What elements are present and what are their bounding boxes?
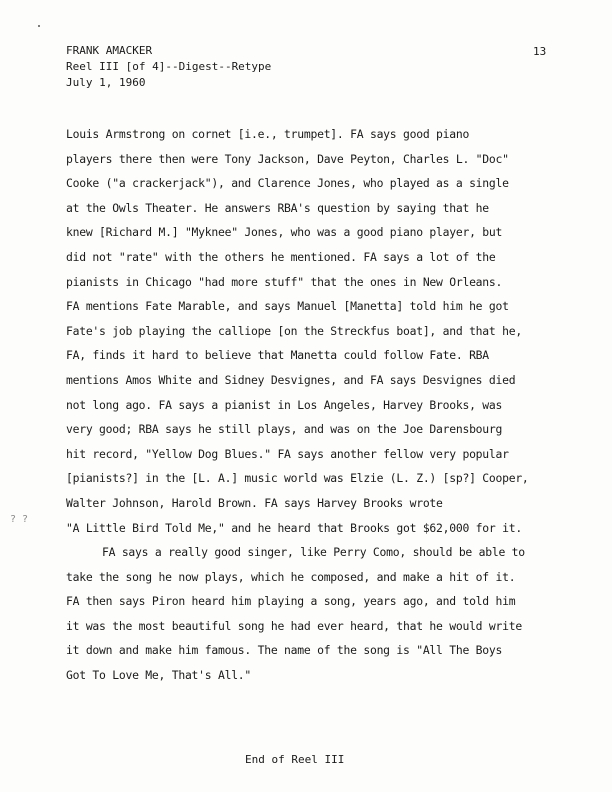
- text-line: FA mentions Fate Marable, and says Manuel [Manetta] told him he got: [66, 299, 509, 314]
- text-line: Fate's job playing the calliope [on the Streckfus boat], and that he,: [66, 323, 522, 338]
- text-line: Got To Love Me, That's All.": [66, 668, 252, 683]
- interviewee-name: FRANK AMACKER: [66, 44, 153, 57]
- text-line: players there then were Tony Jackson, Dave Peyton, Charles L. "Doc": [66, 151, 509, 166]
- text-line: mentions Amos White and Sidney Desvignes, and FA says Desvignes died: [66, 372, 516, 387]
- text-line: hit record, "Yellow Dog Blues." FA says another fellow very popular: [66, 446, 509, 461]
- text-line: FA, finds it hard to believe that Manetta could follow Fate. RBA: [66, 348, 489, 363]
- scan-speck: [38, 25, 40, 27]
- text-line: Cooke ("a crackerjack"), and Clarence Jones, who played as a single: [66, 176, 509, 191]
- margin-mark: ? ?: [10, 514, 29, 525]
- text-line: "A Little Bird Told Me," and he heard that Brooks got $62,000 for it.: [66, 520, 522, 535]
- interview-date: July 1, 1960: [66, 76, 146, 89]
- text-line: Walter Johnson, Harold Brown. FA says Harvey Brooks wrote: [66, 495, 443, 510]
- text-line: did not "rate" with the others he mentioned. FA says a lot of the: [66, 249, 496, 264]
- document-header: [66, 43, 271, 91]
- text-line: it down and make him famous. The name of the song is "All The Boys: [66, 643, 503, 658]
- reel-info: Reel III [of 4]--Digest--Retype: [66, 60, 272, 73]
- text-line: not long ago. FA says a pianist in Los Angeles, Harvey Brooks, was: [66, 397, 503, 412]
- text-line: Louis Armstrong on cornet [i.e., trumpet]. FA says good piano: [66, 127, 470, 141]
- paragraph-2: [66, 540, 581, 688]
- transcript-body: [66, 122, 581, 688]
- text-line: take the song he now plays, which he composed, and make a hit of it.: [66, 569, 516, 584]
- text-line: at the Owls Theater. He answers RBA's question by saying that he: [66, 200, 489, 215]
- page-number: 13: [533, 45, 547, 58]
- text-line: knew [Richard M.] "Myknee" Jones, who was a good piano player, but: [66, 225, 503, 240]
- text-line: pianists in Chicago "had more stuff" that the ones in New Orleans.: [66, 274, 503, 289]
- text-line: FA then says Piron heard him playing a song, years ago, and told him: [66, 594, 516, 609]
- text-line: [pianists?] in the [L. A.] music world was Elzie (L. Z.) [sp?] Cooper,: [66, 471, 529, 486]
- text-line: very good; RBA says he still plays, and was on the Joe Darensbourg: [66, 422, 503, 437]
- text-line: FA says a really good singer, like Perry Como, should be able to: [102, 545, 525, 560]
- end-of-reel-note: End of Reel III: [245, 753, 345, 766]
- paragraph-1: [66, 122, 581, 540]
- text-line: it was the most beautiful song he had ever heard, that he would write: [66, 618, 522, 633]
